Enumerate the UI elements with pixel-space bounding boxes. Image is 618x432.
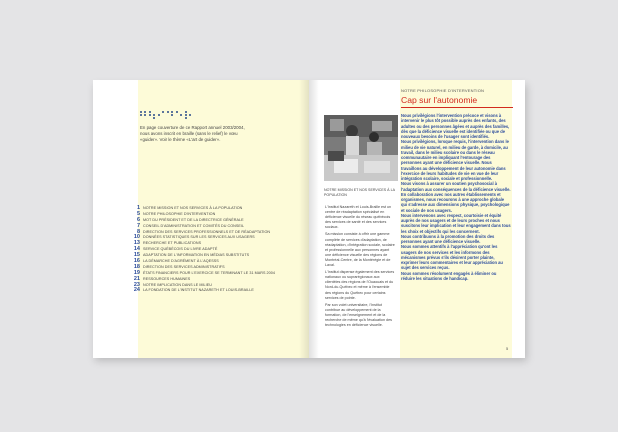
toc-page-number: 5: [136, 210, 140, 217]
toc-label: DIRECTION DES SERVICES ADMINISTRATIFS: [143, 264, 225, 269]
toc-page-number: 13: [133, 240, 140, 247]
table-of-contents: [131, 205, 303, 293]
toc-page-number: 15: [133, 252, 140, 259]
toc-label: RESSOURCES HUMAINES: [143, 276, 191, 281]
braille-note: En page couverture de ce Rapport annuel 2003/2004, nous avons inscrit en braille (sans le relief) le vœu «guider». Voir le thème «L'art de guider».: [140, 125, 245, 142]
toc-page-number: 24: [133, 287, 140, 294]
toc-page-number: 8: [136, 228, 140, 235]
toc-label: CONSEIL D'ADMINISTRATION ET COMITÉS DU CONSEIL: [143, 223, 245, 228]
bullet-item: Nous contribuons à la promotion des droits des personnes ayant une déficience visuelle.: [401, 233, 495, 244]
bullet-item: Nous privilégions l'intervention précoce et visons à intervenir le plus tôt possible auprès des enfants, des adultes ou des personnes âgées et auprès des familles, dès que la déficience visuelle est identifiée ou que de nouveaux besoins de l'usager sont identifiés.: [401, 113, 510, 139]
toc-label: DIRECTION DES SERVICES PROFESSIONNELS ET DE RÉADAPTATION: [143, 229, 271, 234]
toc-label: SERVICE QUÉBÉCOIS DU LIVRE ADAPTÉ: [143, 247, 218, 252]
toc-label: ADAPTATION DE L'INFORMATION EN MÉDIAS SUBSTITUTS: [143, 253, 250, 258]
page-title: Cap sur l'autonomie: [401, 95, 478, 105]
toc-page-number: 21: [133, 275, 140, 282]
toc-label: LA FONDATION DE L'INSTITUT NAZARETH ET LOUIS-BRAILLE: [143, 288, 254, 293]
toc-page-number: 1: [136, 205, 140, 211]
right-page: [309, 80, 525, 358]
bullet-item: En collaboration avec nos autres établissements et organismes, nous recourons à une approche globale qui s'adresse aux dimensions physique, psychologique et sociale de nos usagers.: [401, 191, 510, 213]
philosophy-bullets: [401, 113, 511, 281]
toc-page-number: 16: [133, 258, 140, 265]
toc-label: NOTRE MISSION ET NOS SERVICES À LA POPULATION: [143, 206, 243, 210]
photo-caption: NOTRE MISSION ET NOS SERVICES À LA POPULATION: [324, 188, 395, 197]
toc-page-number: 10: [133, 234, 140, 241]
toc-label: ÉTATS FINANCIERS POUR L'EXERCICE SE TERMINANT LE 31 MARS 2004: [143, 270, 275, 275]
toc-label: RECHERCHE ET PUBLICATIONS: [143, 241, 202, 246]
toc-page-number: 18: [133, 263, 140, 270]
toc-label: NOTRE IMPLICATION DANS LE MILIEU: [143, 282, 212, 287]
paragraph: Par son volet universitaire, l'Institut contribue au développement de la formation, de l'enseignement et de la recherche de même qu'à l'évaluation des technologies en déficience visuelle.: [325, 302, 393, 328]
section-header: NOTRE PHILOSOPHIE D'INTERVENTION: [401, 88, 485, 93]
toc-page-number: 19: [133, 269, 140, 276]
paragraph: L'Institut dispense également des services nationaux ou suprarégionaux aux clientèles des régions de l'Ouaouais et du Nord-du-Québec et même à l'ensemble des régions du Québec pour certains services de pointe.: [325, 270, 395, 300]
braille-guider-icon: [140, 111, 192, 119]
bullet-item: Nous sommes attentifs à l'appréciation qu'ont les usagers de nos services et les informons des mécanismes prévus s'ils désirent porter plainte, exprimer leurs commentaires et leur appréciation au sujet des services reçus.: [401, 244, 503, 271]
classroom-photo: [324, 115, 398, 181]
bullet-item: Nous sommes résolument engagés à éliminer ou réduire les situations de handicap.: [401, 270, 497, 281]
page-number: 5: [506, 346, 509, 351]
mission-text: [325, 205, 395, 330]
bullet-item: Nous intervenons avec respect, courtoisie et équité auprès de nos usagers et de leurs proches et nous suscitons leur implication et leur engagement dans tous les choix et objectifs qui les concernent.: [401, 212, 511, 234]
left-page: [93, 80, 309, 358]
toc-label: LA DÉMARCHE D'AGRÉMENT À L'AQESSS: [143, 259, 219, 264]
toc-label: NOTRE PHILOSOPHIE D'INTERVENTION: [143, 211, 216, 216]
toc-label: DONNÉES STATISTIQUES SUR LES SERVICES AUX USAGERS: [143, 235, 255, 240]
title-rule: [401, 107, 513, 108]
bullet-item: Nous visons à assurer un soutien psychosocial à l'adaptation aux conséquences de la déficience visuelle.: [401, 181, 511, 192]
toc-item[interactable]: [131, 287, 303, 293]
bullet-item: Nous privilégions, lorsque requis, l'intervention dans le milieu de vie naturel, en milieu de garde, à domicile, au travail, dans le milieu scolaire ou dans le réseau communautaire en impliquant l'entourage des personnes ayant une déficience visuelle. Nous travaillons au développement de leur autonomie dans l'exercice de leurs habitudes de vie en vue de leur intégration scolaire, sociale et professionnelle.: [401, 139, 509, 181]
toc-page-number: 6: [136, 216, 140, 223]
toc-page-number: 14: [133, 246, 140, 253]
toc-page-number: 7: [136, 222, 140, 229]
toc-page-number: 23: [133, 281, 140, 288]
paragraph: L'Institut Nazareth et Louis-Braille est un centre de réadaptation spécialisé en déficience visuelle du réseau québécois des services de santé et des services sociaux.: [325, 205, 392, 230]
toc-label: MOT DU PRÉSIDENT ET DE LA DIRECTRICE GÉNÉRALE: [143, 217, 244, 222]
paragraph: Sa mission consiste à offrir une gamme complète de services d'adaptation, de réadaptation, d'intégration sociale, scolaire et professionnelle aux personnes ayant une déficience visuelle des régions de Montréal-Centre, de la Montérégie et de Laval.: [325, 232, 395, 268]
